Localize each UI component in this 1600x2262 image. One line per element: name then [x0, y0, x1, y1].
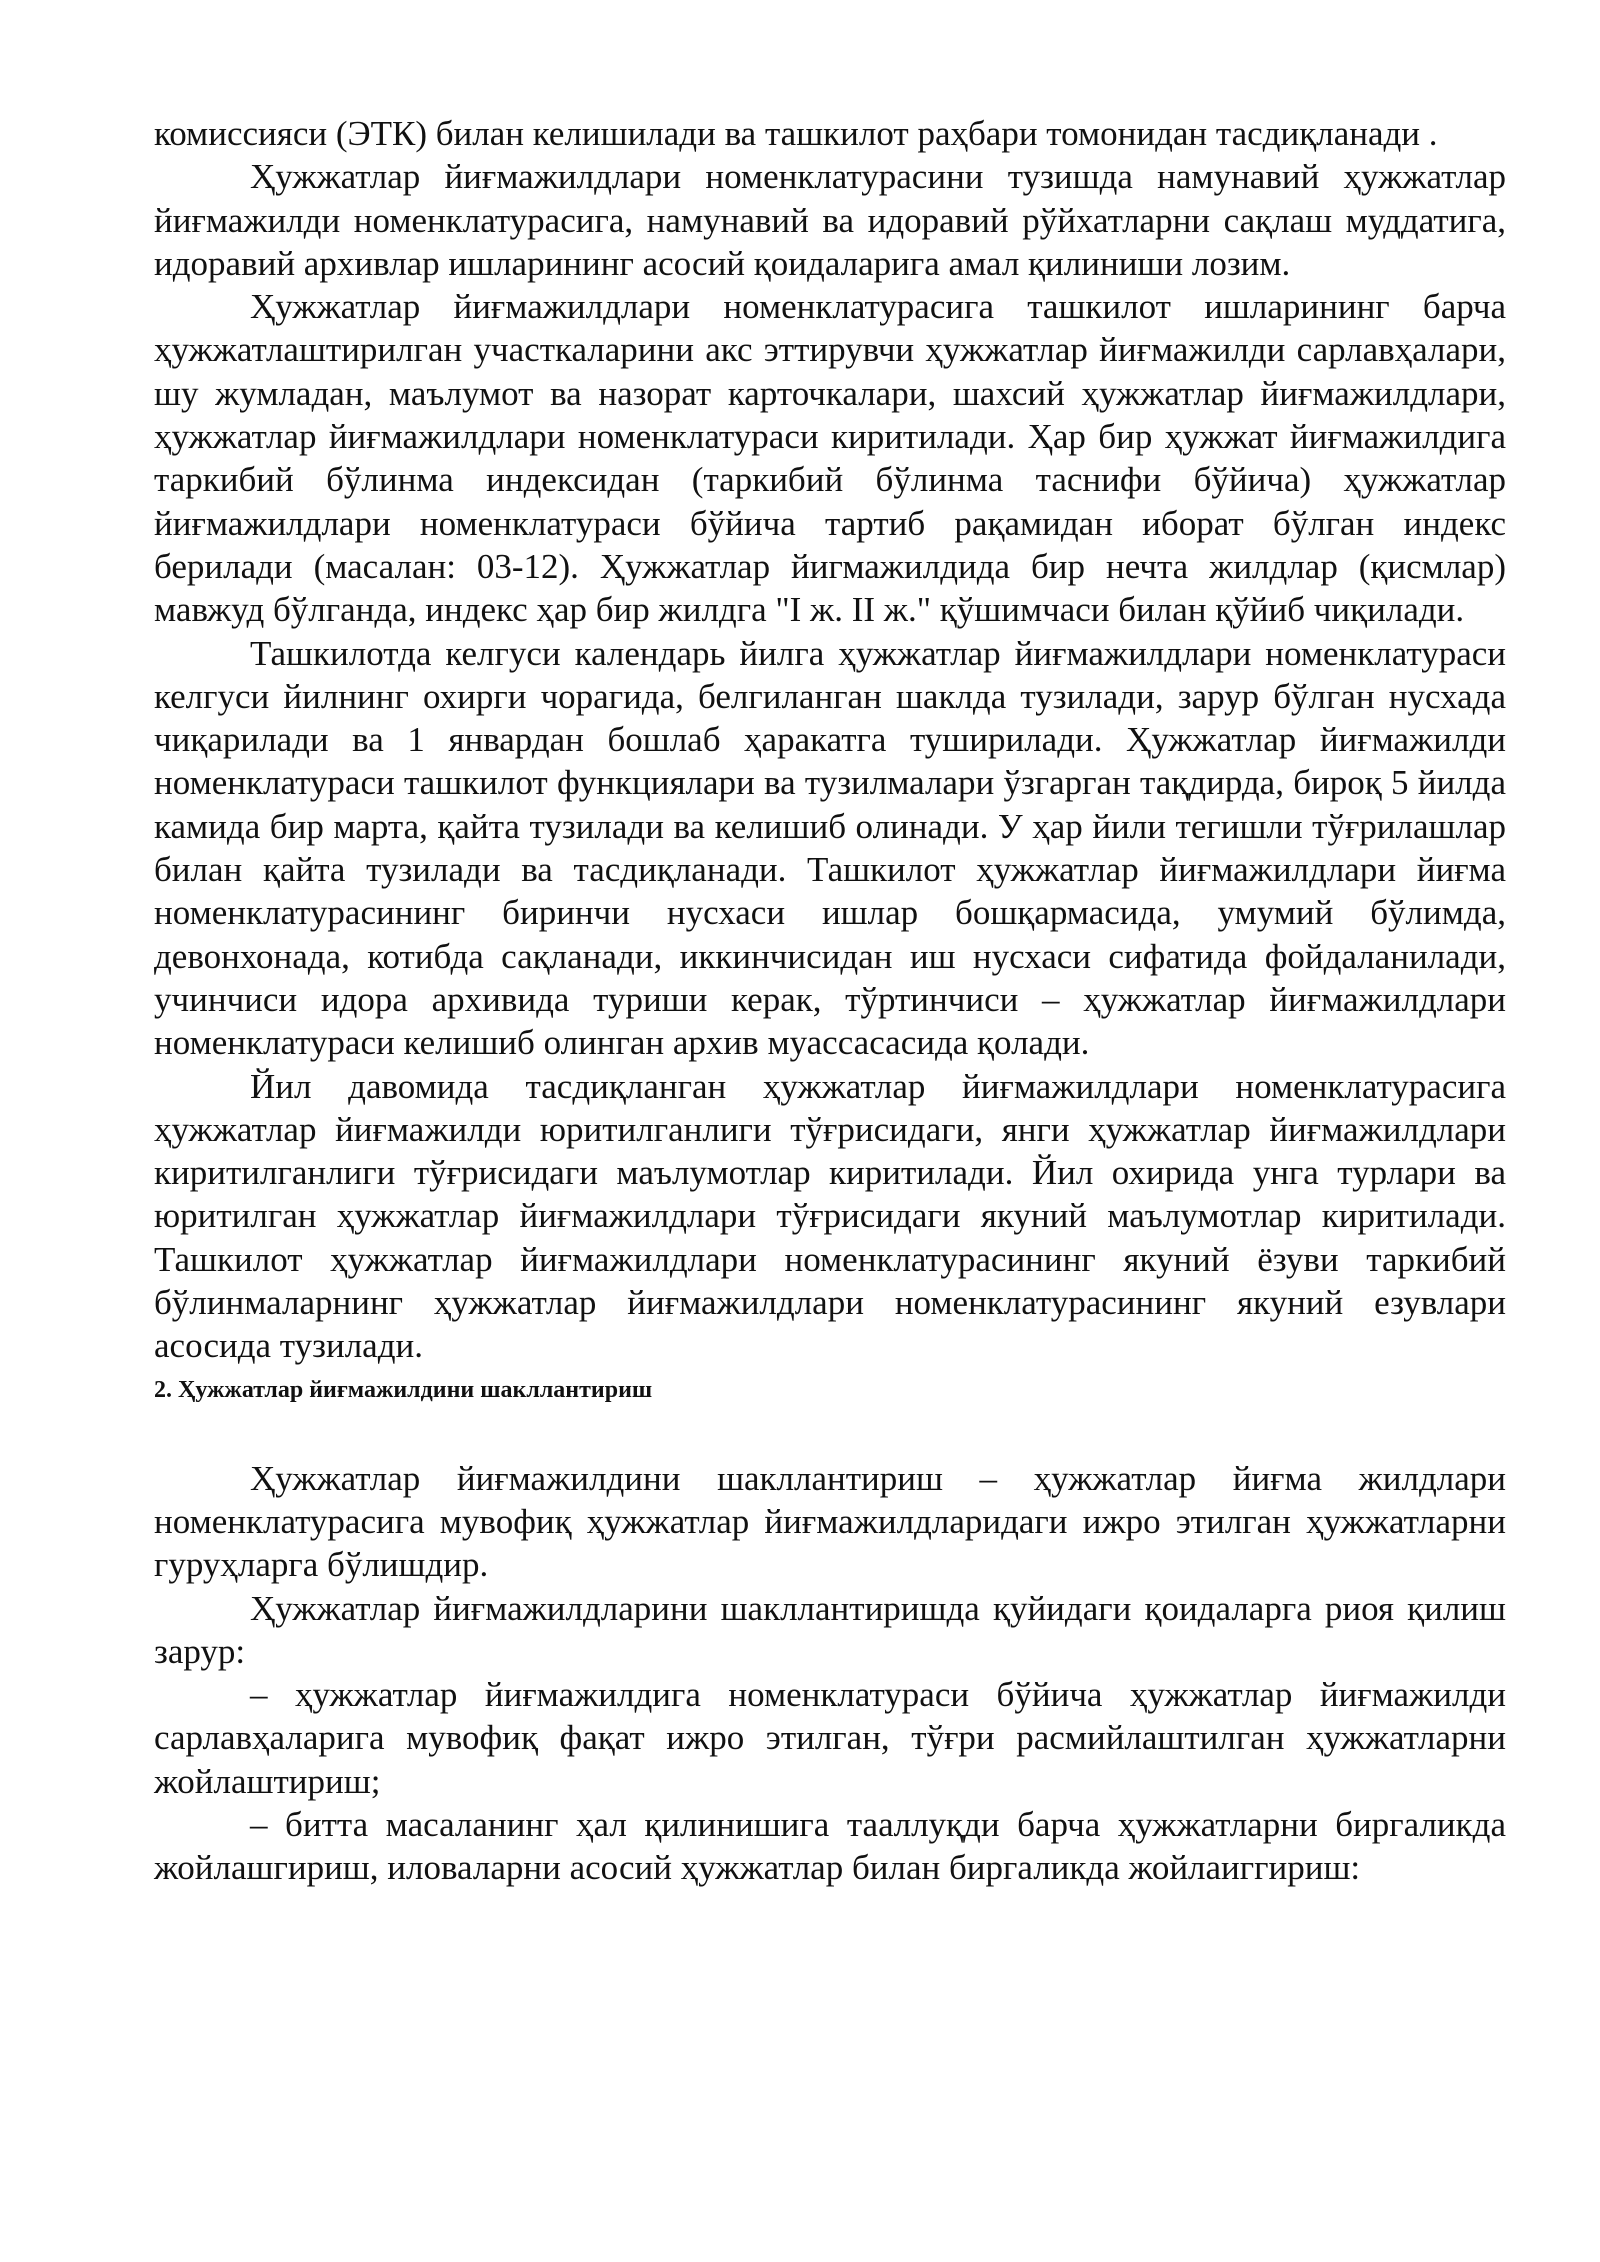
paragraph-formation-definition: Ҳужжатлар йиғмажилдини шакллантириш – ҳужжатлар йиғма жилдлари номенклатурасига мувофиқ ҳужжатлар йиғмажилдларидаги ижро этилган ҳужжатларни гуруҳларга бўлишдир. [154, 1458, 1506, 1585]
list-item-rule-1: – ҳужжатлар йиғмажилдига номенклатураси бўйича ҳужжатлар йиғмажилди сарлавҳаларига мувофиқ фақат ижро этилган, тўғри расмийлаштилган ҳужжатларни жойлаштириш; [154, 1675, 1506, 1801]
paragraph-nomenclature-annual: Йил давомида тасдиқланган ҳужжатлар йиғмажилдлари номенклатурасига ҳужжатлар йиғмажилди юритилганлиги тўғрисидаги, янги ҳужжатлар йиғмажилдлари киритилганлиги тўғрисидаги маълумотлар киритилади. Йил охирида унга турлари ва юритилган ҳужжатлар йиғмажилдлари тўғрисидаги якуний маълумотлар киритилади. Ташкилот ҳужжатлар йиғмажилдлари номенклатурасининг якуний ёзуви таркибий бўлинмаларнинг ҳужжатлар йиғмажилдлари номенклатурасининг якуний езувлари асосида тузилади. [154, 1066, 1506, 1366]
section-heading: 2. Ҳужжатлар йиғмажилдини шакллантириш [154, 1376, 653, 1403]
paragraph-nomenclature-contents: Ҳужжатлар йиғмажилдлари номенклатурасига ташкилот ишларининг барча ҳужжатлаштирилган участкаларини акс эттирувчи ҳужжатлар йиғмажилди сарлавҳалари, шу жумладан, маълумот ва назорат карточкалари, шахсий ҳужжатлар йиғмажилдлари, ҳужжатлар йиғмажилдлари номенклатураси киритилади. Ҳар бир ҳужжат йиғмажилдига таркибий бўлинма индексидан (таркибий бўлинма таснифи бўйича) ҳужжатлар йиғмажилдлари номенклатураси бўйича тартиб рақамидан иборат бўлган индекс берилади (масалан: 03-12). Ҳужжатлар йигмажилдида бир нечта жилдлар (қисмлар) мавжуд бўлганда, индекс ҳар бир жилдга "I ж. II ж." қўшимчаси билан қўйиб чиқилади. [154, 287, 1506, 630]
list-item-rule-2: – битта масаланинг ҳал қилинишига таaллуқди барча ҳужжатларни биргаликда жойлашгириш, иловаларни асосий ҳужжатлар билан биргаликда жойлаиггириш: [154, 1804, 1506, 1888]
paragraph-formation-rules-intro: Ҳужжатлар йиғмажилдларини шакллантиришда қуйидаги қоидаларга риоя қилиш зарур: [154, 1588, 1506, 1671]
paragraph-continuation: комиссияси (ЭТК) билан келишилади ва ташкилот раҳбари томонидан тасдиқланади . [154, 114, 1438, 153]
paragraph-nomenclature-preparation: Ташкилотда келгуси календарь йилга ҳужжатлар йиғмажилдлари номенклатураси келгуси йилнинг охирги чорагида, белгиланган шаклда тузилади, зарур бўлган нусхада чиқарилади ва 1 январдан бошлаб ҳаракатга туширилади. Ҳужжатлар йиғмажилди номенклатураси ташкилот функциялари ва тузилмалари ўзгарган тақдирда, бироқ 5 йилда камида бир марта, қайта тузилади ва келишиб олинади. У ҳар йили тегишли тўғрилашлар билан қайта тузилади ва тасдиқланади. Ташкилот ҳужжатлар йиғмажилдлари йиғма номенклатурасининг биринчи нусхаси ишлар бошқармасида, умумий бўлимда, девонхонада, котибда сақланади, иккинчисидан иш нусхаси сифатида фойдаланилади, учинчиси идора архивида туриши керак, тўртинчиси – ҳужжатлар йиғмажилдлари номенклатураси келишиб олинган архив муассасасида қолади. [154, 633, 1506, 1063]
section-spacer [154, 1406, 1506, 1457]
document-page [154, 112, 1506, 1890]
paragraph-nomenclature-rules: Ҳужжатлар йиғмажилдлари номенклатурасини тузишда намунавий ҳужжатлар йиғмажилди номенклатурасига, намунавий ва идоравий рўйхатларни сақлаш муддатига, идоравий архивлар ишларининг асосий қоидаларига амал қилиниши лозим. [154, 157, 1506, 283]
